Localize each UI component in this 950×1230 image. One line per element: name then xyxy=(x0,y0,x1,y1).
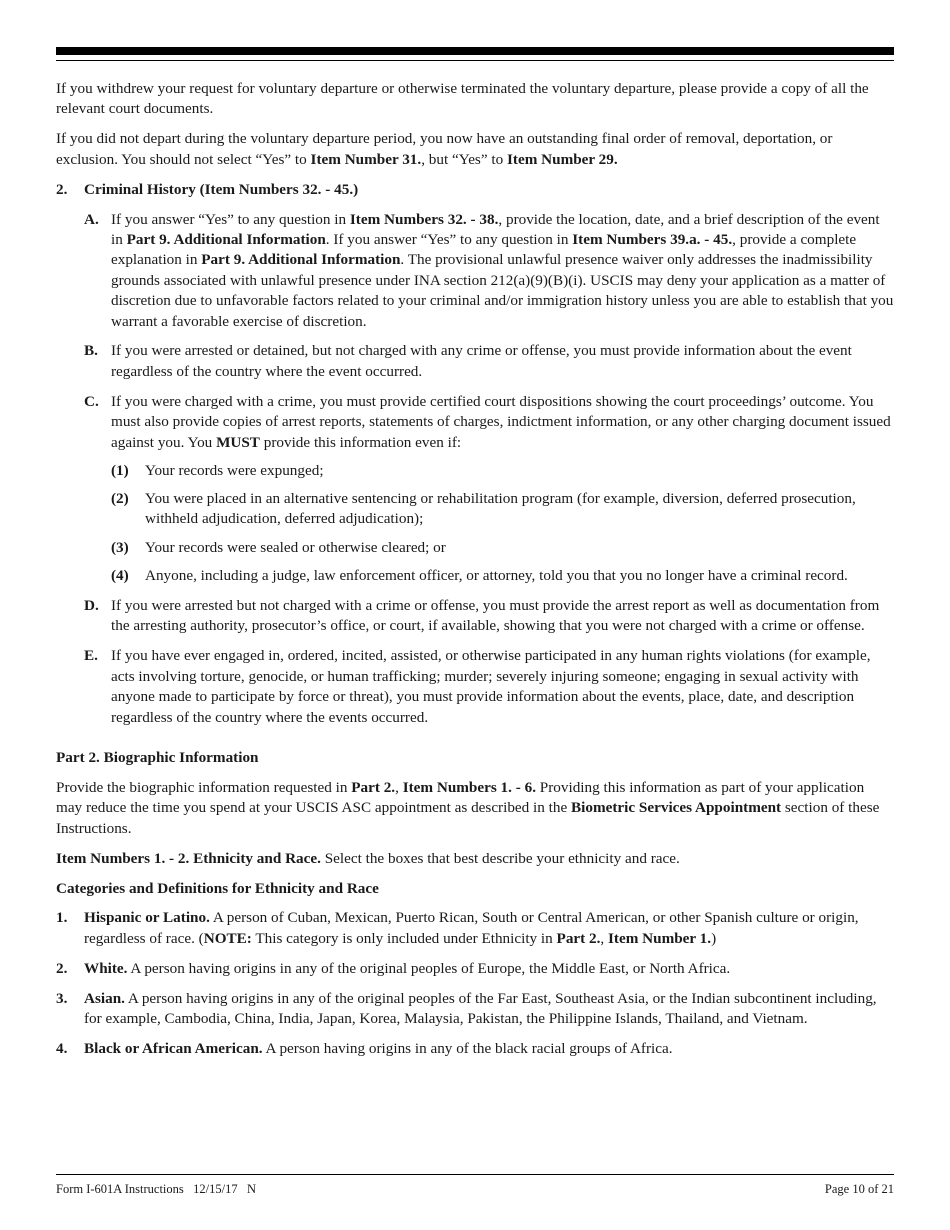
part-2-intro-paragraph: Provide the biographic information requested in Part 2., Item Numbers 1. - 6. Providing this information as part of your application may reduce the time you spend at your USCIS ASC appointment as described in the Biometric Services Appointment section of these Instructions. xyxy=(56,778,880,837)
category-white: 2. White. A person having origins in any of the original peoples of Europe, the Middle East, or North Africa. xyxy=(56,959,731,977)
criminal-item-e: E. If you have ever engaged in, ordered, incited, assisted, or otherwise participated in any human rights violations (for example, acts involving torture, genocide, or human trafficking; murder; severely injuring someone; engaging in sexual activity with anyone made to participate by force or threat), you must provide information about the events, place, date, and description regardless of the country where the events occurred. xyxy=(84,647,871,726)
section-criminal-history-heading xyxy=(56,180,894,200)
criminal-subitem-4: (4) Anyone, including a judge, law enforcement officer, or attorney, told you that you no longer have a criminal record. xyxy=(111,567,848,585)
header-thin-rule xyxy=(56,60,894,61)
intro-paragraph-2: If you did not depart during the voluntary departure period, you now have an outstanding final order of removal, deportation, or exclusion. You should not select “Yes” to Item Number 31., but “Yes” to Item Number 29. xyxy=(56,130,833,168)
intro-paragraph-1: If you withdrew your request for voluntary departure or otherwise terminated the voluntary departure, please provide a copy of all the relevant court documents. xyxy=(56,80,869,118)
footer-rule xyxy=(56,1174,894,1175)
section-title: Criminal History (Item Numbers 32. - 45.) xyxy=(84,180,359,198)
footer-page-number: Page 10 of 21 xyxy=(824,1182,894,1196)
ethnicity-race-paragraph: Item Numbers 1. - 2. Ethnicity and Race. Select the boxes that best describe your ethnicity and race. xyxy=(56,849,680,867)
criminal-item-d: D. If you were arrested but not charged with a crime or offense, you must provide the arrest report as well as documentation from the arresting authority, prosecutor’s office, or court, if available, showing that you were not charged with a crime or offense. xyxy=(84,597,880,635)
categories-heading: Categories and Definitions for Ethnicity and Race xyxy=(56,879,379,897)
category-asian: 3. Asian. A person having origins in any of the original peoples of the Far East, Southeast Asia, or the Indian subcontinent including, for example, Cambodia, China, India, Japan, Korea, Malaysia, Pakistan, the Philippine Islands, Thailand, and Vietnam. xyxy=(56,989,877,1028)
footer-form-id: Form I-601A Instructions 12/15/17 N xyxy=(56,1182,256,1196)
criminal-subitem-2: (2) You were placed in an alternative sentencing or rehabilitation program (for example, diversion, deferred prosecution, withheld adjudication, deferred adjudication); xyxy=(111,489,856,528)
page-footer xyxy=(56,1182,894,1197)
header-thick-rule xyxy=(56,47,894,55)
criminal-item-b: B. If you were arrested or detained, but not charged with any crime or offense, you must provide information about the event regardless of the country where the event occurred. xyxy=(84,342,852,380)
criminal-subitem-3: (3) Your records were sealed or otherwise cleared; or xyxy=(111,538,446,556)
part-2-heading: Part 2. Biographic Information xyxy=(56,748,259,766)
criminal-item-c: C. If you were charged with a crime, you must provide certified court dispositions showing the court proceedings’ outcome. You must also provide copies of arrest reports, statements of charges, indictment information, or any other charging document issued against you. You MUST provide this information even if: xyxy=(84,392,891,451)
category-hispanic-latino: 1. Hispanic or Latino. A person of Cuban, Mexican, Puerto Rican, South or Central American, or other Spanish culture or origin, regardless of race. (NOTE: This category is only included under Ethnicity in Part 2., Item Number 1.) xyxy=(56,909,859,947)
page-content xyxy=(56,79,894,1069)
criminal-subitem-1: (1) Your records were expunged; xyxy=(111,462,324,479)
criminal-item-a: A. If you answer “Yes” to any question in Item Numbers 32. - 38., provide the location, date, and a brief description of the event in Part 9. Additional Information. If you answer “Yes” to any question in Item Numbers 39.a. - 45., provide a complete explanation in Part 9. Additional Information. The provisional unlawful presence waiver only addresses the inadmissibility grounds associated with unlawful presence under INA section 212(a)(9)(B)(i). USCIS may deny your application as a matter of discretion due to unfavorable factors related to your criminal and/or immigration history unless you are able to establish that you warrant a favorable exercise of discretion. xyxy=(84,210,894,330)
section-number: 2. xyxy=(56,180,68,198)
category-black-african-american: 4. Black or African American. A person having origins in any of the black racial groups of Africa. xyxy=(56,1039,673,1057)
